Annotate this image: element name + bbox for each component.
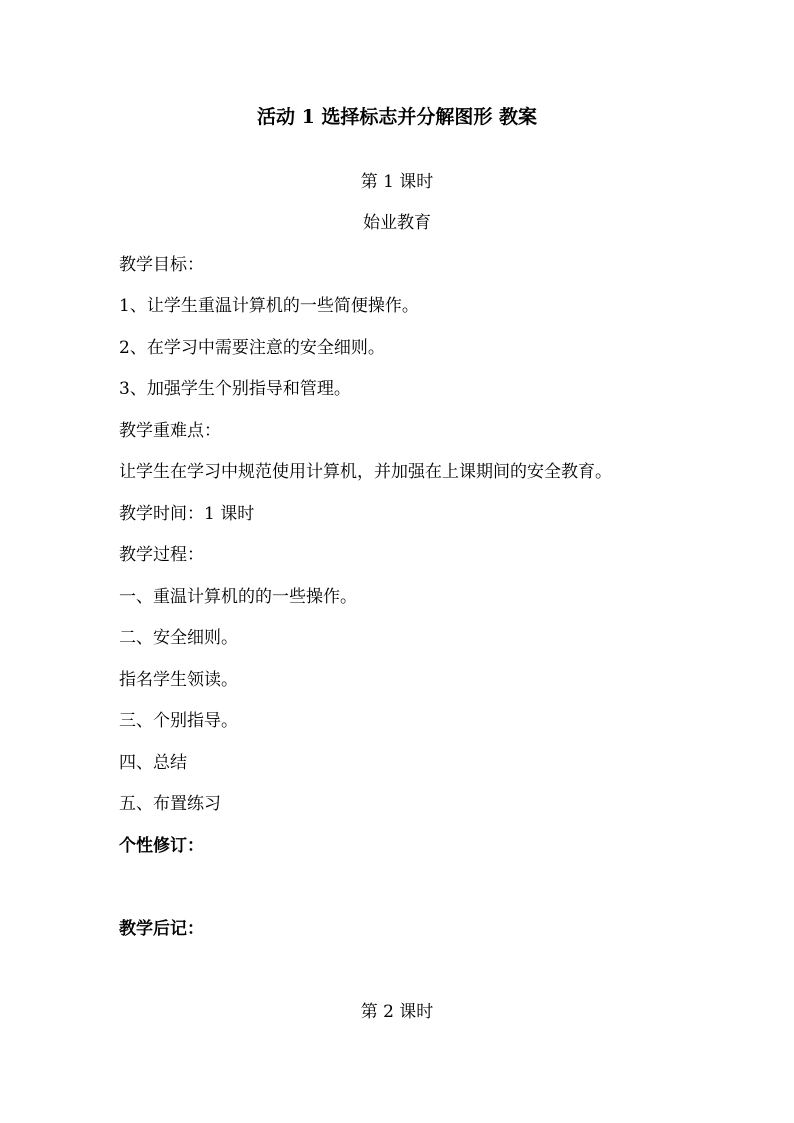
process-step: 三、个别指导。: [119, 711, 238, 731]
key-difficulties-text: 让学生在学习中规范使用计算机，并加强在上课期间的安全教育。: [119, 462, 612, 482]
process-step: 一、重温计算机的的一些操作。: [119, 587, 357, 607]
process-step: 二、安全细则。: [119, 628, 238, 648]
goal-item: 2、在学习中需要注意的安全细则。: [119, 338, 385, 358]
process-step: 指名学生领读。: [119, 670, 238, 690]
document-title: 活动 1 选择标志并分解图形 教案: [256, 106, 538, 128]
key-difficulties-label: 教学重难点：: [119, 421, 221, 441]
goal-item: 1、让学生重温计算机的一些简便操作。: [119, 296, 419, 316]
lesson-1-subheading: 始业教育: [363, 213, 431, 233]
revision-label: 个性修订：: [119, 836, 204, 856]
lesson-1-heading: 第 1 课时: [360, 172, 434, 192]
goal-item: 3、加强学生个别指导和管理。: [119, 379, 351, 399]
teaching-time: 教学时间：1 课时: [119, 504, 255, 524]
process-step: 四、总结: [119, 753, 187, 773]
teaching-process-label: 教学过程：: [119, 545, 204, 565]
lesson-2-heading: 第 2 课时: [360, 1002, 434, 1022]
afterword-label: 教学后记：: [119, 919, 204, 939]
teaching-goals-label: 教学目标：: [119, 255, 204, 275]
process-step: 五、布置练习: [119, 794, 221, 814]
